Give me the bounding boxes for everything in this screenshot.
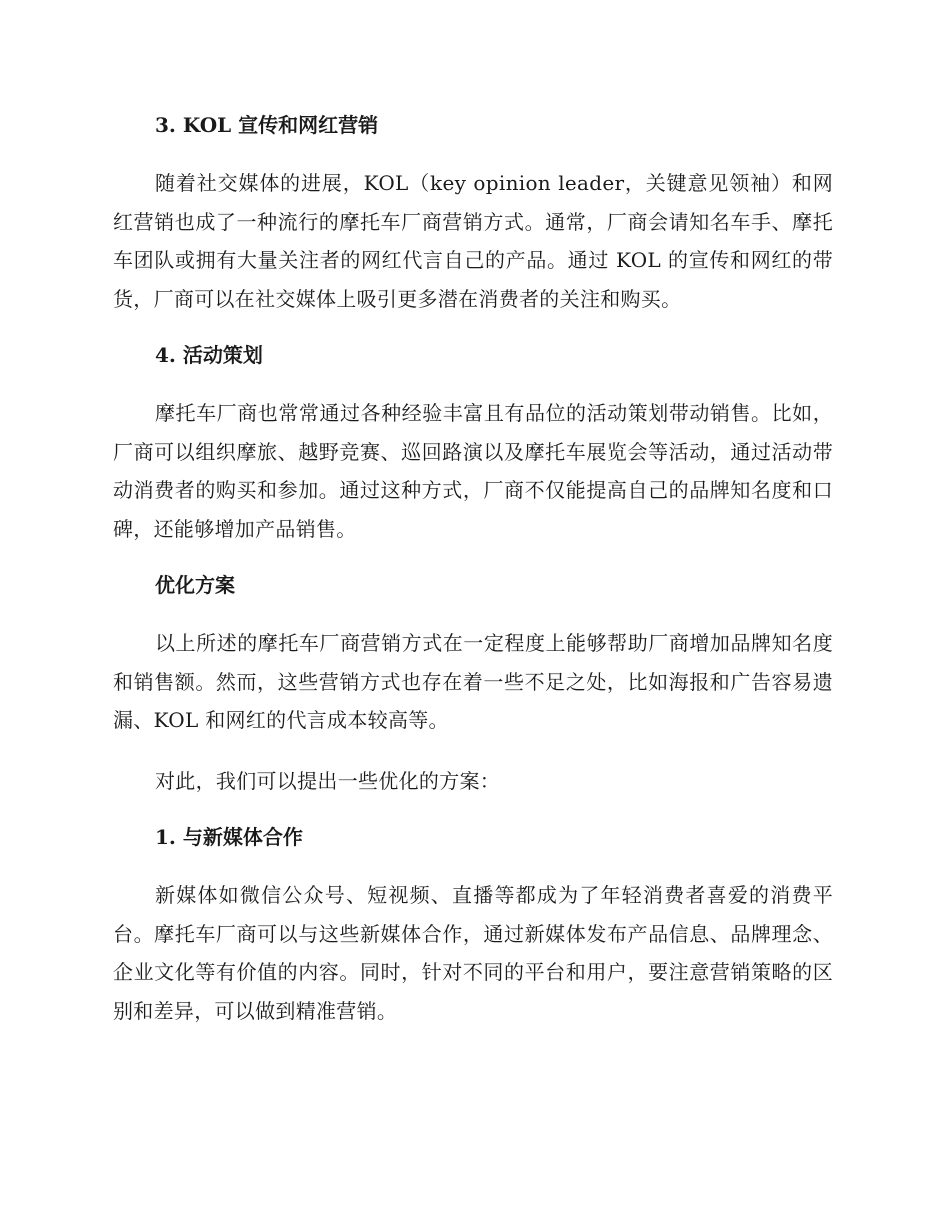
paragraph-proposal-intro: 对此，我们可以提出一些优化的方案： [155,768,501,793]
paragraph-optimization: 以上所述的摩托车厂商营销方式在一定程度上能够帮助厂商增加品牌知名度和销售额。然而，这些营销方式也存在着一些不足之处，比如海报和广告容易遗漏、KOL 和网红的代言成本较高等。 [113,631,833,732]
section-heading-kol: 3. KOL 宣传和网红营销 [155,113,379,137]
paragraph-kol: 随着社交媒体的进展，KOL（key opinion leader，关键意见领袖）和网红营销也成了一种流行的摩托车厂商营销方式。通常，厂商会请知名车手、摩托车团队或拥有大量关注者的网红代言自己的产品。通过 KOL 的宣传和网红的带货，厂商可以在社交媒体上吸引更多潜在消费者的关注和购买。 [113,171,833,311]
section-heading-new-media: 1. 与新媒体合作 [155,825,303,849]
paragraph-events: 摩托车厂商也常常通过各种经验丰富且有品位的活动策划带动销售。比如，厂商可以组织摩旅、越野竞赛、巡回路演以及摩托车展览会等活动，通过活动带动消费者的购买和参加。通过这种方式，厂商不仅能提高自己的品牌知名度和口碑，还能够增加产品销售。 [113,401,833,541]
section-heading-optimization: 优化方案 [155,573,235,597]
document-page [113,110,833,1030]
section-heading-events: 4. 活动策划 [155,343,263,367]
paragraph-new-media: 新媒体如微信公众号、短视频、直播等都成为了年轻消费者喜爱的消费平台。摩托车厂商可以与这些新媒体合作，通过新媒体发布产品信息、品牌理念、企业文化等有价值的内容。同时，针对不同的平台和用户，要注意营销策略的区别和差异，可以做到精准营销。 [113,883,833,1023]
